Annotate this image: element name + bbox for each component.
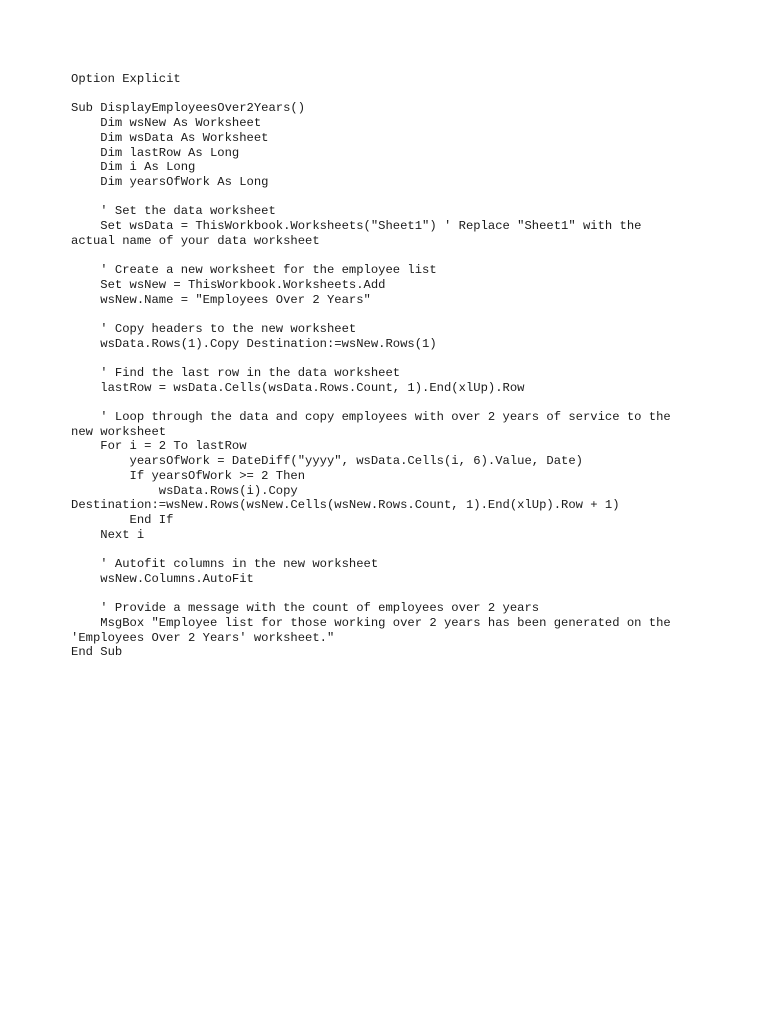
- code-line: Dim yearsOfWork As Long: [71, 174, 269, 189]
- code-line: End Sub: [71, 645, 123, 660]
- code-line: [71, 395, 711, 410]
- code-line: MsgBox "Employee list for those working over 2 years has been generated on the: [71, 615, 671, 630]
- code-line: Destination:=wsNew.Rows(wsNew.Cells(wsNew.Rows.Count, 1).End(xlUp).Row + 1): [71, 498, 620, 513]
- code-line: ' Set the data worksheet: [71, 204, 276, 219]
- code-line: new worksheet: [71, 424, 167, 439]
- code-line: Next i: [71, 527, 145, 542]
- code-line: [71, 542, 711, 557]
- code-line: ' Copy headers to the new worksheet: [71, 321, 357, 336]
- code-line: [71, 87, 711, 102]
- code-block: [71, 72, 711, 660]
- code-line: [71, 351, 711, 366]
- code-line: [71, 248, 711, 263]
- code-line: ' Find the last row in the data worksheet: [71, 365, 401, 380]
- code-line: 'Employees Over 2 Years' worksheet.": [71, 630, 335, 645]
- code-line: wsData.Rows(1).Copy Destination:=wsNew.Rows(1): [71, 336, 437, 351]
- code-line: wsNew.Name = "Employees Over 2 Years": [71, 292, 371, 307]
- code-line: Dim lastRow As Long: [71, 145, 240, 160]
- code-line: lastRow = wsData.Cells(wsData.Rows.Count, 1).End(xlUp).Row: [71, 380, 525, 395]
- code-line: [71, 587, 711, 602]
- code-line: Dim wsData As Worksheet: [71, 130, 269, 145]
- code-line: Option Explicit: [71, 72, 181, 86]
- code-line: yearsOfWork = DateDiff("yyyy", wsData.Cells(i, 6).Value, Date): [71, 454, 583, 469]
- code-line: [71, 190, 711, 205]
- code-line: For i = 2 To lastRow: [71, 439, 247, 454]
- code-line: Set wsNew = ThisWorkbook.Worksheets.Add: [71, 277, 386, 292]
- code-line: Dim wsNew As Worksheet: [71, 116, 262, 131]
- code-line: ' Provide a message with the count of employees over 2 years: [71, 601, 540, 616]
- code-line: ' Create a new worksheet for the employee list: [71, 263, 437, 278]
- code-line: Set wsData = ThisWorkbook.Worksheets("Sheet1") ' Replace "Sheet1" with the: [71, 219, 642, 233]
- code-line: wsData.Rows(i).Copy: [71, 483, 298, 498]
- code-line: End If: [71, 513, 174, 527]
- code-line: actual name of your data worksheet: [71, 233, 320, 248]
- code-line: [71, 307, 711, 322]
- code-line: ' Loop through the data and copy employees with over 2 years of service to the: [71, 410, 671, 425]
- code-line: If yearsOfWork >= 2 Then: [71, 468, 306, 483]
- code-line: wsNew.Columns.AutoFit: [71, 571, 254, 586]
- code-line: Sub DisplayEmployeesOver2Years(): [71, 101, 306, 116]
- code-line: Dim i As Long: [71, 160, 196, 175]
- code-line: ' Autofit columns in the new worksheet: [71, 557, 379, 572]
